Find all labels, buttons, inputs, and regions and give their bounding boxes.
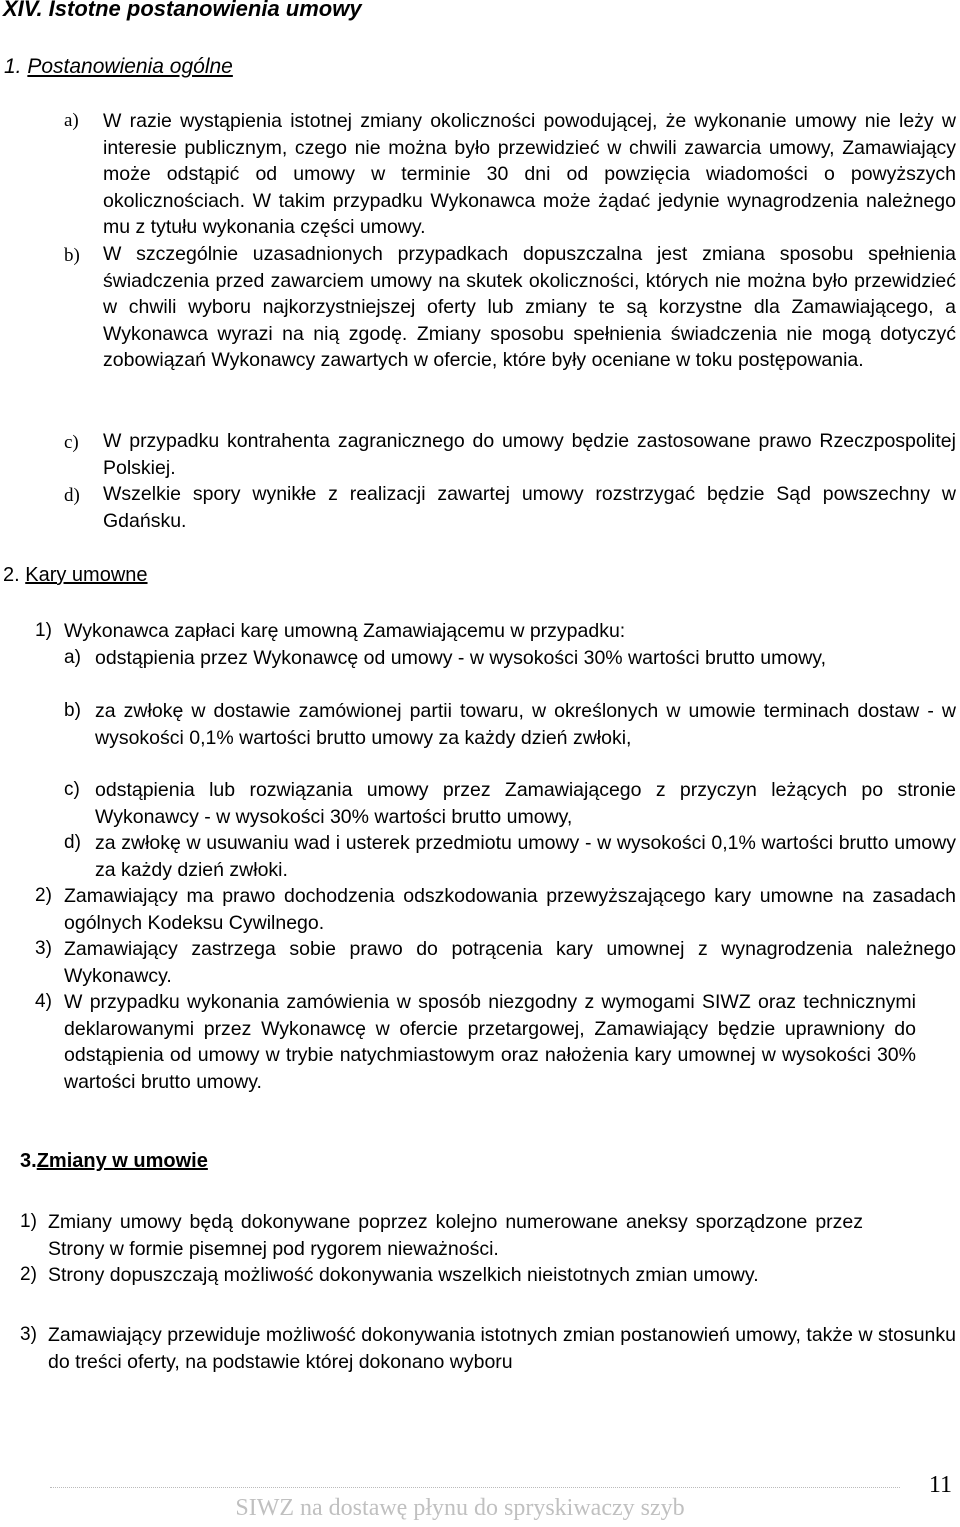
list-marker: b) xyxy=(64,245,80,266)
list-item-text: Zamawiający zastrzega sobie prawo do potrącenia kary umownej z wynagrodzenia należnego Wykonawcy. xyxy=(64,938,956,987)
section-3-title: Zmiany w umowie xyxy=(36,1150,208,1172)
footer-divider xyxy=(50,1487,900,1488)
list-marker: d) xyxy=(64,485,80,506)
list-marker: 1) xyxy=(20,1211,37,1232)
section-1-title: Postanowienia ogólne xyxy=(27,55,233,78)
list-item-text: odstąpienia przez Wykonawcę od umowy - w wysokości 30% wartości brutto umowy, xyxy=(95,647,827,669)
list-item-text: odstąpienia lub rozwiązania umowy przez Zamawiającego z przyczyn leżących po stronie Wykonawcy - w wysokości 30% wartości brutto umowy, xyxy=(95,779,956,828)
list-marker: d) xyxy=(64,832,81,853)
list-marker: 4) xyxy=(35,991,52,1012)
list-item-text: Zmiany umowy będą dokonywane poprzez kolejno numerowane aneksy sporządzone przez Strony w formie pisemnej pod rygorem nieważności. xyxy=(48,1211,863,1260)
section-3-heading xyxy=(20,1150,208,1173)
list-item-text: W przypadku wykonania zamówienia w sposób niezgodny z wymogami SIWZ oraz technicznymi deklarowanymi przez Wykonawcę w ofercie przetargowej, Zamawiający będzie uprawniony do odstąpienia od umowy w trybie natychmiastowym oraz nałożenia kary umownej w wysokości 30% wartości brutto umowy. xyxy=(64,991,916,1093)
chapter-heading: XIV. Istotne postanowienia umowy xyxy=(3,0,362,21)
page-number: 11 xyxy=(928,1472,952,1498)
list-item-text: W razie wystąpienia istotnej zmiany okoliczności powodującej, że wykonanie umowy nie leży w interesie publicznym, czego nie można było przewidzieć w chwili zawarcia umowy, Zamawiający może odstąpić od umowy w terminie 30 dni od powzięcia wiadomości o powyższych okolicznościach. W takim przypadku Wykonawca może żądać jedynie wynagrodzenia należnego mu z tytułu wykonania części umowy. xyxy=(103,110,956,239)
list-item-text: Zamawiający ma prawo dochodzenia odszkodowania przewyższającego kary umowne na zasadach ogólnych Kodeksu Cywilnego. xyxy=(64,885,956,934)
list-marker: c) xyxy=(64,779,80,800)
list-item-text: Wykonawca zapłaci karę umowną Zamawiającemu w przypadku: xyxy=(64,620,626,642)
list-marker: a) xyxy=(64,647,81,668)
list-item-text: Strony dopuszczają możliwość dokonywania wszelkich nieistotnych zmian umowy. xyxy=(48,1264,759,1286)
section-2-number: 2. xyxy=(3,564,20,586)
section-2-heading xyxy=(3,564,148,587)
section-1-number: 1. xyxy=(4,55,22,78)
list-marker: c) xyxy=(64,432,79,453)
list-marker: 3) xyxy=(20,1324,37,1345)
list-item-text: W przypadku kontrahenta zagranicznego do umowy będzie zastosowane prawo Rzeczpospolitej Polskiej. xyxy=(103,430,956,479)
list-marker: 2) xyxy=(35,885,52,906)
list-marker: b) xyxy=(64,700,81,721)
list-item-text: Zamawiający przewiduje możliwość dokonywania istotnych zmian postanowień umowy, także w stosunku do treści oferty, na podstawie której dokonano wyboru xyxy=(48,1324,956,1373)
section-1-heading xyxy=(4,55,233,79)
list-item-text: W szczególnie uzasadnionych przypadkach dopuszczalna jest zmiana sposobu spełnienia świadczenia przed zawarciem umowy na skutek okoliczności, których nie można było przewidzieć w chwili wyboru najkorzystniejszej oferty lub zmiany te są korzystne dla Zamawiającego, a Wykonawca wyrazi na nią zgodę. Zmiany sposobu spełnienia świadczenia nie mogą dotyczyć zobowiązań Wykonawcy zawartych w ofercie, które były oceniane w toku postępowania. xyxy=(103,243,956,372)
section-2-title: Kary umowne xyxy=(25,564,148,586)
list-item-text: za zwłokę w usuwaniu wad i usterek przedmiotu umowy - w wysokości 0,1% wartości brutto umowy za każdy dzień zwłoki. xyxy=(95,832,956,881)
list-marker: 2) xyxy=(20,1264,37,1285)
list-marker: 1) xyxy=(35,620,52,641)
list-item-text: Wszelkie spory wynikłe z realizacji zawartej umowy rozstrzygać będzie Sąd powszechny w Gdańsku. xyxy=(103,483,956,532)
list-item-text: za zwłokę w dostawie zamówionej partii towaru, w określonych w umowie terminach dostaw - w wysokości 0,1% wartości brutto umowy za każdy dzień zwłoki, xyxy=(95,700,956,749)
section-3-number: 3. xyxy=(20,1150,37,1172)
list-marker: 3) xyxy=(35,938,52,959)
footer-text: SIWZ na dostawę płynu do spryskiwaczy szyb xyxy=(235,1495,685,1521)
list-marker: a) xyxy=(64,110,79,131)
